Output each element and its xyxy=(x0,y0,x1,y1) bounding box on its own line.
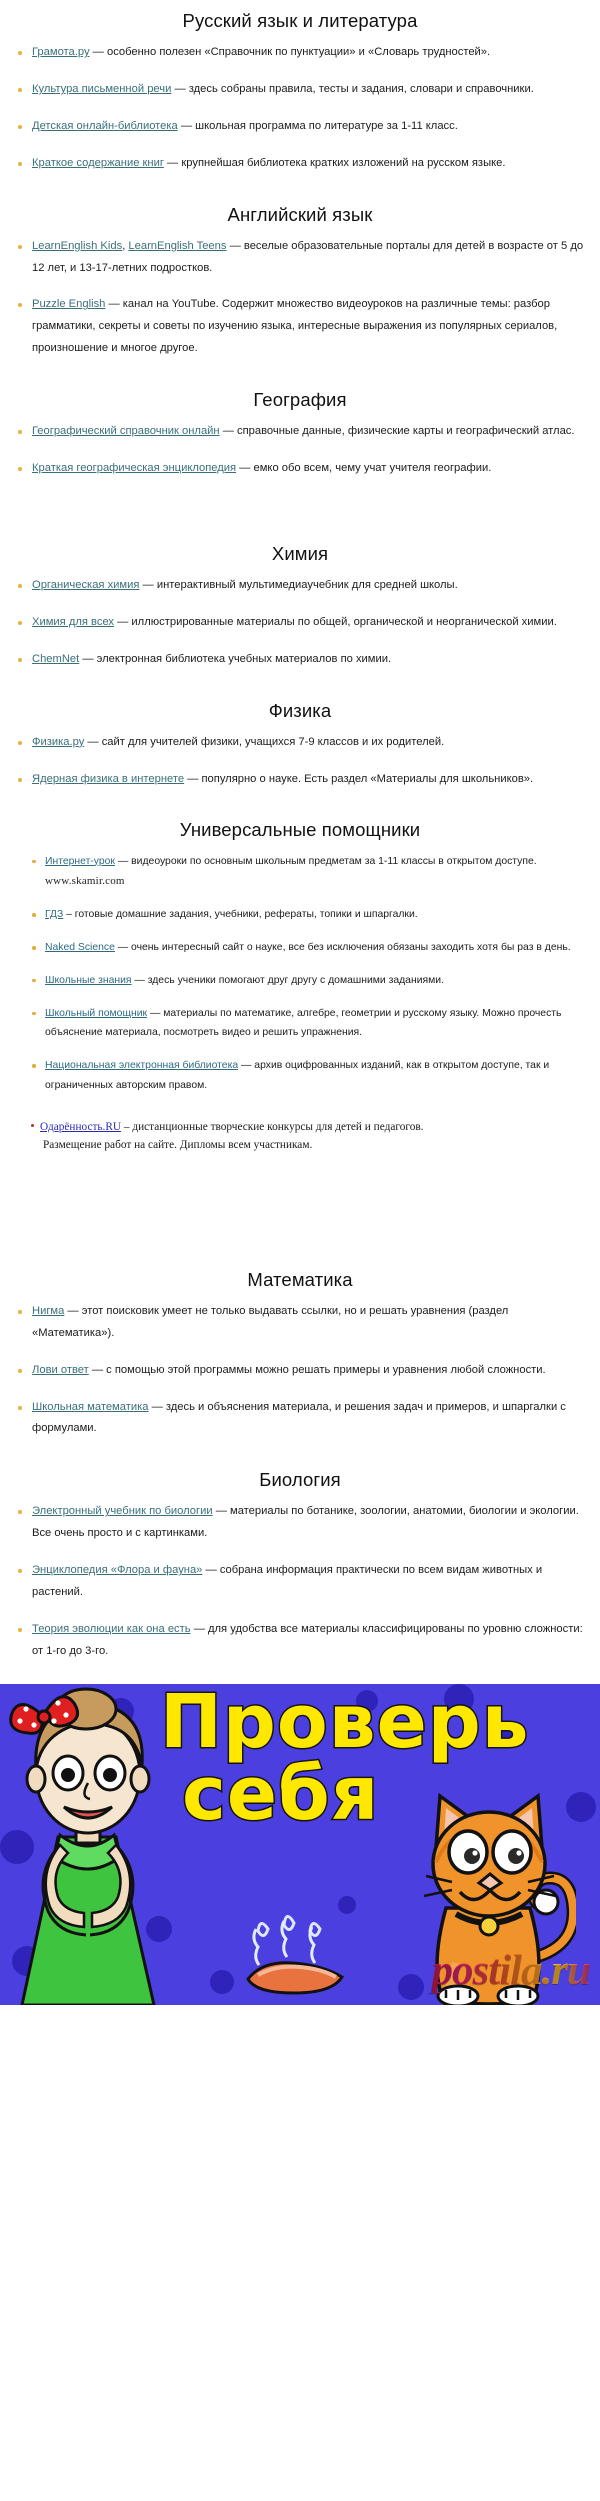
list-item xyxy=(30,852,582,893)
resource-link[interactable]: Энциклопедия «Флора и фауна» xyxy=(32,1564,203,1577)
resource-link[interactable]: Теория эволюции как она есть xyxy=(32,1622,191,1635)
section-title-russian: Русский язык и литература xyxy=(182,10,418,31)
resource-description: — здесь и объяснения материала, и решения задач и примеров, и шпаргалки с формулами. xyxy=(32,1400,566,1435)
resource-link[interactable]: Школьный помощник xyxy=(45,1007,148,1019)
resource-description: — здесь собраны правила, тесты и задания, словари и справочники. xyxy=(171,83,534,96)
resource-link[interactable]: Puzzle English xyxy=(32,298,106,311)
section-english xyxy=(0,190,600,360)
list-item xyxy=(14,42,586,64)
resource-link[interactable]: Физика.ру xyxy=(32,735,85,748)
resource-description: — сайт для учителей физики, учащихся 7-9 классов и их родителей. xyxy=(84,735,445,748)
section-title-geography: География xyxy=(253,388,347,410)
banner-dot xyxy=(498,1728,512,1742)
resource-link[interactable]: Naked Science xyxy=(45,942,115,954)
resource-link-secondary[interactable]: LearnEnglish Teens xyxy=(128,239,227,252)
section-math xyxy=(0,1255,600,1440)
section-title-english: Английский язык xyxy=(227,203,373,225)
list-item xyxy=(14,421,586,443)
section-title-physics: Физика xyxy=(268,699,332,721)
resource-url: www.skamir.com xyxy=(45,875,125,888)
section-title-math: Математика xyxy=(247,1268,353,1290)
resource-description: — особенно полезен «Справочник по пунктуации» и «Словарь трудностей». xyxy=(89,46,491,59)
banner-line2: себя xyxy=(182,1751,380,1838)
list-item xyxy=(14,612,586,634)
link-list-chemistry xyxy=(0,575,600,671)
section-title-helpers: Универсальные помощники xyxy=(179,819,421,841)
list-item xyxy=(14,1560,586,1604)
resource-description: — интерактивный мультимедиаучебник для средней школы. xyxy=(139,579,458,592)
resource-link[interactable]: Ядерная физика в интернете xyxy=(32,772,185,785)
resource-description: – готовые домашние задания, учебники, рефераты, топики и шпаргалки. xyxy=(63,909,418,921)
resource-link[interactable]: Электронный учебник по биологии xyxy=(32,1505,213,1518)
section-helpers xyxy=(0,805,600,1220)
resource-link[interactable]: ГДЗ xyxy=(45,909,64,921)
resource-description: — с помощью этой программы можно решать примеры и уравнения любой сложности. xyxy=(88,1363,546,1376)
link-list-biology xyxy=(0,1501,600,1662)
resource-description: — веселые образовательные порталы для детей в возрасте от 5 до 12 лет, и 13-17-летних подростков. xyxy=(32,239,584,274)
bottom-banner xyxy=(0,1684,600,2005)
section-physics xyxy=(0,686,600,791)
link-list-english xyxy=(0,236,600,360)
section-title-chemistry: Химия xyxy=(271,542,329,564)
link-list-physics xyxy=(0,732,600,791)
list-item xyxy=(14,1501,586,1545)
resource-link[interactable]: Культура письменной речи xyxy=(32,83,172,96)
list-item xyxy=(14,458,586,480)
link-list-russian xyxy=(0,42,600,174)
resource-description: — собрана информация практически по всем видам животных и растений. xyxy=(32,1564,543,1599)
resource-link[interactable]: Грамота.ру xyxy=(32,46,90,59)
section-chemistry xyxy=(0,529,600,671)
resource-link[interactable]: Интернет-урок xyxy=(45,855,115,867)
sausage-illustration xyxy=(240,1907,350,1997)
section-geography xyxy=(0,375,600,480)
girl-illustration xyxy=(8,1687,168,2005)
list-item xyxy=(14,294,586,360)
banner-dot xyxy=(444,1684,474,1714)
resource-description: — емко обо всем, чему учат учителя географии. xyxy=(236,462,492,474)
resource-description: — видеоуроки по основным школьным предметам за 1-11 классы в открытом доступе. xyxy=(114,855,537,867)
list-item xyxy=(14,1619,586,1663)
banner-dot xyxy=(210,1970,234,1994)
list-item xyxy=(30,905,582,925)
list-item xyxy=(14,1397,586,1441)
resource-description: — архив оцифрованных изданий, как в открытом доступе, так и ограниченных авторским правом. xyxy=(45,1060,550,1091)
resource-link[interactable]: Нигма xyxy=(32,1305,65,1318)
resource-link[interactable]: Краткое содержание книг xyxy=(32,156,164,169)
resource-link-special[interactable]: Одарённость.RU xyxy=(40,1120,122,1133)
list-item xyxy=(30,971,582,991)
resource-link[interactable]: Школьные знания xyxy=(45,974,132,986)
vertical-spacer xyxy=(0,1221,600,1255)
list-item xyxy=(30,1004,582,1044)
resource-description: — материалы по математике, алгебре, геометрии и русскому языку. Можно прочесть объяснение материала, посмотреть видео и решить упражнения. xyxy=(45,1007,562,1039)
resource-link[interactable]: Национальная электронная библиотека xyxy=(45,1060,239,1072)
resource-description: — справочные данные, физические карты и географический атлас. xyxy=(219,425,575,438)
link-list-math xyxy=(0,1301,600,1440)
link-separator: , xyxy=(122,239,129,252)
resource-description: — крупнейшая библиотека кратких изложений на русском языке. xyxy=(163,156,506,169)
resource-description: — иллюстрированные материалы по общей, органической и неорганической химии. xyxy=(114,615,557,628)
list-item xyxy=(14,769,586,791)
section-russian xyxy=(0,0,600,175)
resource-description: — популярно о науке. Есть раздел «Материалы для школьников». xyxy=(184,772,534,785)
resource-link[interactable]: Лови ответ xyxy=(32,1363,89,1376)
banner-dot xyxy=(356,1690,378,1712)
section-title-biology: Биология xyxy=(259,1469,341,1491)
list-item xyxy=(30,938,582,958)
resource-link[interactable]: LearnEnglish Kids xyxy=(32,239,123,252)
resource-description: — здесь ученики помогают друг другу с домашними заданиями. xyxy=(131,974,444,986)
vertical-spacer xyxy=(0,495,600,529)
special-list-item xyxy=(0,1118,600,1155)
resource-description-special: – дистанционные творческие конкурсы для детей и педагогов. xyxy=(121,1120,424,1133)
resource-description: — электронная библиотека учебных материалов по химии. xyxy=(79,652,392,665)
list-item xyxy=(14,79,586,101)
resource-description: — канал на YouTube. Содержит множество видеоуроков на различные темы: разбор грамматики, секреты и советы по изучению языка, интересные выражения из популярных сериалов, произношение и многое другое. xyxy=(32,298,558,355)
list-item xyxy=(30,1056,582,1096)
resource-link[interactable]: Органическая химия xyxy=(32,579,140,592)
list-item xyxy=(14,575,586,597)
resource-description-special-line2: Размещение работ на сайте. Дипломы всем участникам. xyxy=(43,1139,313,1152)
resource-description: — этот поисковик умеет не только выдавать ссылки, но и решать уравнения (раздел «Математика»). xyxy=(32,1305,509,1339)
resource-link[interactable]: ChemNet xyxy=(32,652,80,665)
resource-link[interactable]: Школьная математика xyxy=(32,1400,149,1413)
link-list-helpers xyxy=(0,852,600,1096)
list-item xyxy=(14,732,586,754)
resource-link[interactable]: Химия для всех xyxy=(32,615,115,628)
link-list-geography xyxy=(0,421,600,480)
resource-link[interactable]: Географический справочник онлайн xyxy=(32,425,220,438)
resource-description: — очень интересный сайт о науке, все без исключения обязаны заходить хотя бы раз в день. xyxy=(114,942,571,954)
list-item xyxy=(14,649,586,671)
resource-description: — школьная программа по литературе за 1-11 класс. xyxy=(177,119,458,132)
list-item xyxy=(14,1301,586,1345)
resource-link[interactable]: Детская онлайн-библиотека xyxy=(32,119,178,132)
list-item xyxy=(14,153,586,175)
resource-description: — для удобства все материалы классифицированы по уровню сложности: от 1-го до 3-го. xyxy=(32,1622,583,1657)
vertical-spacer xyxy=(0,1155,600,1221)
banner-line1: Проверь xyxy=(160,1683,530,1765)
resource-link[interactable]: Краткая географическая энциклопедия xyxy=(32,462,237,474)
list-item xyxy=(14,236,586,280)
resource-description: — материалы по ботанике, зоологии, анатомии, биологии и экологии. Все очень просто и с картинками. xyxy=(32,1505,579,1540)
list-item xyxy=(14,116,586,138)
section-biology xyxy=(0,1455,600,1662)
cat-illustration xyxy=(406,1790,576,2005)
list-item xyxy=(14,1360,586,1382)
